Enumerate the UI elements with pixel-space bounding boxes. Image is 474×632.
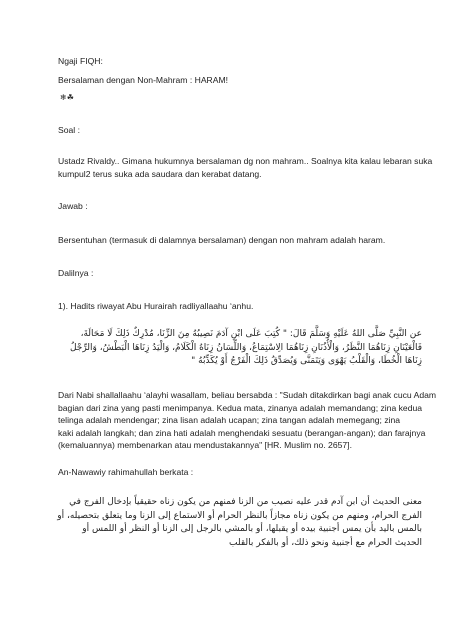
- question-line: kumpul2 terus suka ada saudara dan kerabat datang.: [58, 168, 262, 179]
- jawab-label: Jawab :: [58, 201, 88, 211]
- translation-line: bagian dari zina yang pasti menimpanya. Kedua mata, zinanya adalah memandang; zina kedua: [58, 402, 423, 413]
- translation-line: telinga adalah mendengar; zina lisan adalah ucapan; zina tangan adalah memegang; zina: [58, 415, 401, 426]
- arabic-line: زِنَاهَا الْخُطَا، وَالْقَلْبُ يَهْوَى وَيَتَمَنَّى وَيُصَدِّقُ ذَلِكَ الْفَرْجُ أَوْ يُكَذِّبُهُ ": [191, 356, 422, 366]
- translation-line: Dari Nabi shallallaahu ‘alayhi wasallam, beliau bersabda : "Sudah ditakdirkan bagi anak cucu Adam: [58, 390, 437, 400]
- arabic-line: فَالْعَيْنَانِ زِنَاهُمَا النَّظَرُ، وَالْأُذُنَانِ زِنَاهُمَا الِاسْتِمَاعُ، وَاللِّسَانُ زِنَاهُ الْكَلَامُ، وَالْيَدُ زِنَاهَا الْبَطْشُ، وَالرِّجْلُ: [69, 342, 422, 353]
- arabic-line: الفرج الحرام، ومنهم من يكون زناه مجازاً بالنظر الحرام أو الاستماع إلى الزنا وما يتعلق بتحصيله، أو: [57, 510, 422, 521]
- translation-line: kaki adalah langkah; dan zina hati adalah menghendaki sesuatu (berangan-angan); dan farajnya: [58, 427, 426, 438]
- doc-heading: Ngaji FIQH:: [58, 56, 103, 66]
- nawawi-label: An-Nawawiy rahimahullah berkata :: [58, 467, 194, 477]
- subtitle-text: Bersalaman dengan Non-Mahram : HARAM!: [58, 75, 229, 85]
- arabic-line: عن النَّبِيِّ صَلَّى اللهُ عَلَيْهِ وَسَلَّمَ قَالَ: " كُتِبَ عَلَى ابْنِ آدَمَ نَصِيبُهُ مِنَ الزِّنَا، مُدْرِكٌ ذَلِكَ لَا مَحَالَةَ،: [80, 329, 422, 339]
- question-paragraph: [58, 155, 433, 180]
- translation-paragraph: [58, 389, 437, 452]
- arabic-line: معنى الحديث أن ابن آدم قدر عليه نصيب من الزنا فمنهم من يكون زناه حقيقياً بإدخال الفرج في: [69, 497, 422, 507]
- hadith-arabic: [50, 328, 422, 369]
- soal-label: Soal :: [58, 125, 80, 135]
- nawawi-arabic: [50, 496, 422, 550]
- hadith-reference: 1). Hadits riwayat Abu Hurairah radliyallaahu ‘anhu.: [58, 301, 254, 311]
- arabic-line: بالمس باليد بأن يمس أجنبية بيده أو يقبلها، أو بالمشي بالرجل إلى الزنا أو النظر أو اللمس أو: [82, 524, 422, 534]
- snowflake-shamrock-icon: ❄☘: [60, 93, 74, 102]
- question-line: Ustadz Rivaldy.. Gimana hukumnya bersalaman dg non mahram.. Soalnya kita kalau lebaran suka: [58, 156, 433, 166]
- answer-text: Bersentuhan (termasuk di dalamnya bersalaman) dengan non mahram adalah haram.: [58, 235, 386, 245]
- emoji-row: [58, 92, 74, 104]
- translation-line: (kemaluannya) membenarkan atau mendustakannya" [HR. Muslim no. 2657].: [58, 440, 352, 451]
- dalil-label: Dalilnya :: [58, 268, 94, 278]
- arabic-line: الحديث الحرام مع أجنبية ونحو ذلك، أو بالفكر بالقلب: [229, 537, 422, 548]
- doc-subtitle: [58, 74, 228, 87]
